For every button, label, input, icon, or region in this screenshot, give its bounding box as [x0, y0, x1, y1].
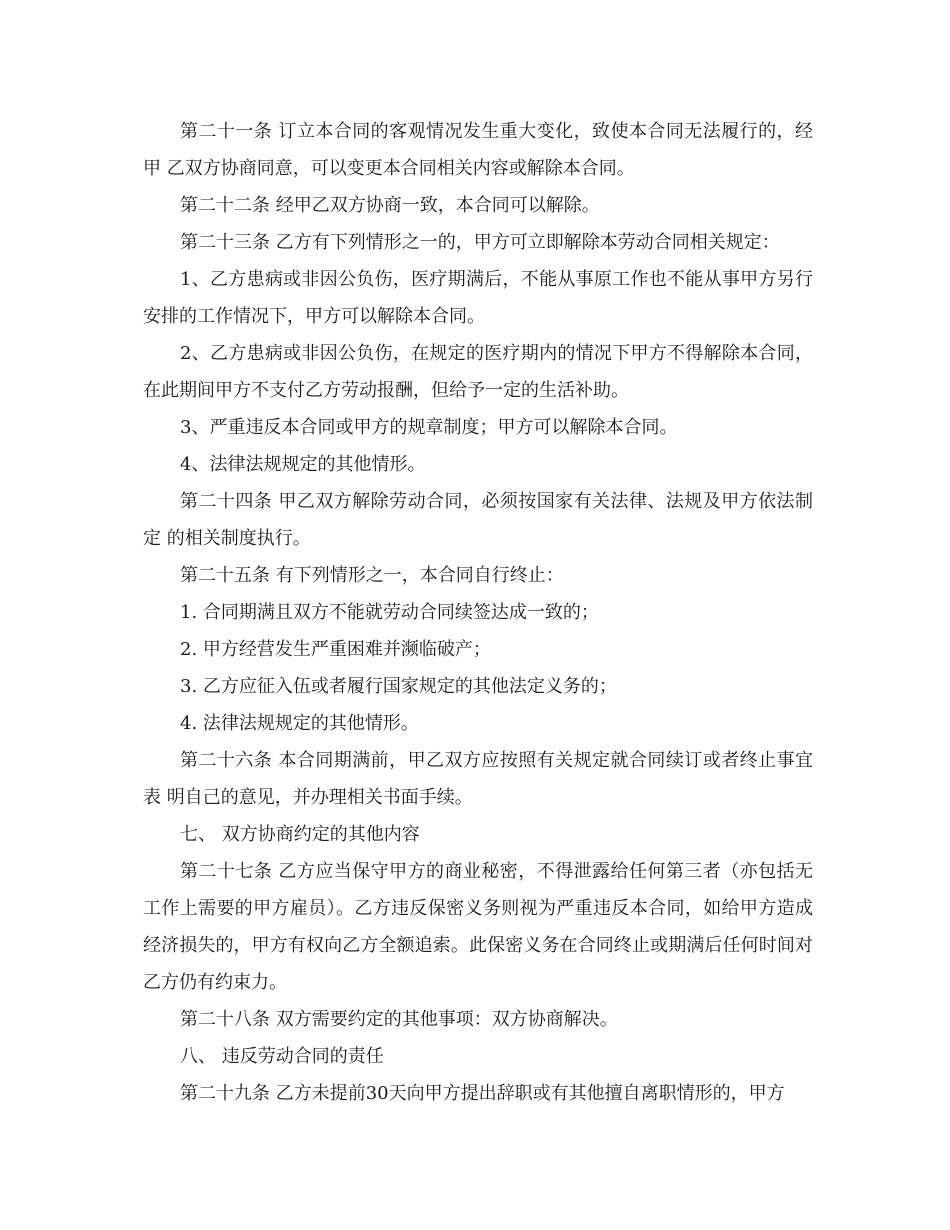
- paragraph-article-25: 第二十五条 有下列情形之一，本合同自行终止：: [180, 565, 564, 586]
- paragraph-article-27: 第二十七条 乙方应当保守甲方的商业秘密，不得泄露给任何第三者（亦包括无工作上需要的甲方雇员）。乙方违反保密义务则视为严重违反本合同，如给甲方造成经济损失的，甲方有权向乙方全额追索。此保密义务在合同终止或期满后任何时间对乙方仍有约束力。: [143, 861, 813, 993]
- paragraph-article-26: 第二十六条 本合同期满前，甲乙双方应按照有关规定就合同续订或者终止事宜表 明自己的意见，并办理相关书面手续。: [143, 750, 813, 808]
- section-heading-8: 八、 违反劳动合同的责任: [180, 1046, 384, 1067]
- list-item-23-3: 3、严重违反本合同或甲方的规章制度；甲方可以解除本合同。: [180, 417, 678, 438]
- list-item-25-4: 4. 法律法规规定的其他情形。: [180, 713, 419, 734]
- paragraph-article-21: 第二十一条 订立本合同的客观情况发生重大变化，致使本合同无法履行的，经甲 乙双方协商同意，可以变更本合同相关内容或解除本合同。: [143, 121, 813, 179]
- paragraph-article-24: 第二十四条 甲乙双方解除劳动合同，必须按国家有关法律、法规及甲方依法制定 的相关制度执行。: [143, 491, 813, 549]
- list-item-23-2: 2、乙方患病或非因公负伤，在规定的医疗期内的情况下甲方不得解除本合同，在此期间甲方不支付乙方劳动报酬，但给予一定的生活补助。: [143, 343, 813, 401]
- list-item-25-2: 2. 甲方经营发生严重困难并濒临破产；: [180, 639, 491, 660]
- paragraph-article-29: 第二十九条 乙方未提前30天向甲方提出辞职或有其他擅自离职情形的，甲方: [180, 1083, 785, 1104]
- document-body: [143, 113, 813, 1112]
- list-item-23-4: 4、法律法规规定的其他情形。: [180, 454, 426, 475]
- paragraph-article-23: 第二十三条 乙方有下列情形之一的，甲方可立即解除本劳动合同相关规定：: [180, 232, 780, 253]
- section-heading-7: 七、 双方协商约定的其他内容: [180, 824, 420, 845]
- paragraph-article-28: 第二十八条 双方需要约定的其他事项：双方协商解决。: [180, 1009, 618, 1030]
- list-item-23-1: 1、乙方患病或非因公负伤，医疗期满后，不能从事原工作也不能从事甲方另行安排的工作情况下，甲方可以解除本合同。: [143, 269, 813, 327]
- paragraph-article-22: 第二十二条 经甲乙双方协商一致，本合同可以解除。: [180, 195, 600, 216]
- list-item-25-1: 1. 合同期满且双方不能就劳动合同续签达成一致的；: [180, 602, 599, 623]
- list-item-25-3: 3. 乙方应征入伍或者履行国家规定的其他法定义务的；: [180, 676, 617, 697]
